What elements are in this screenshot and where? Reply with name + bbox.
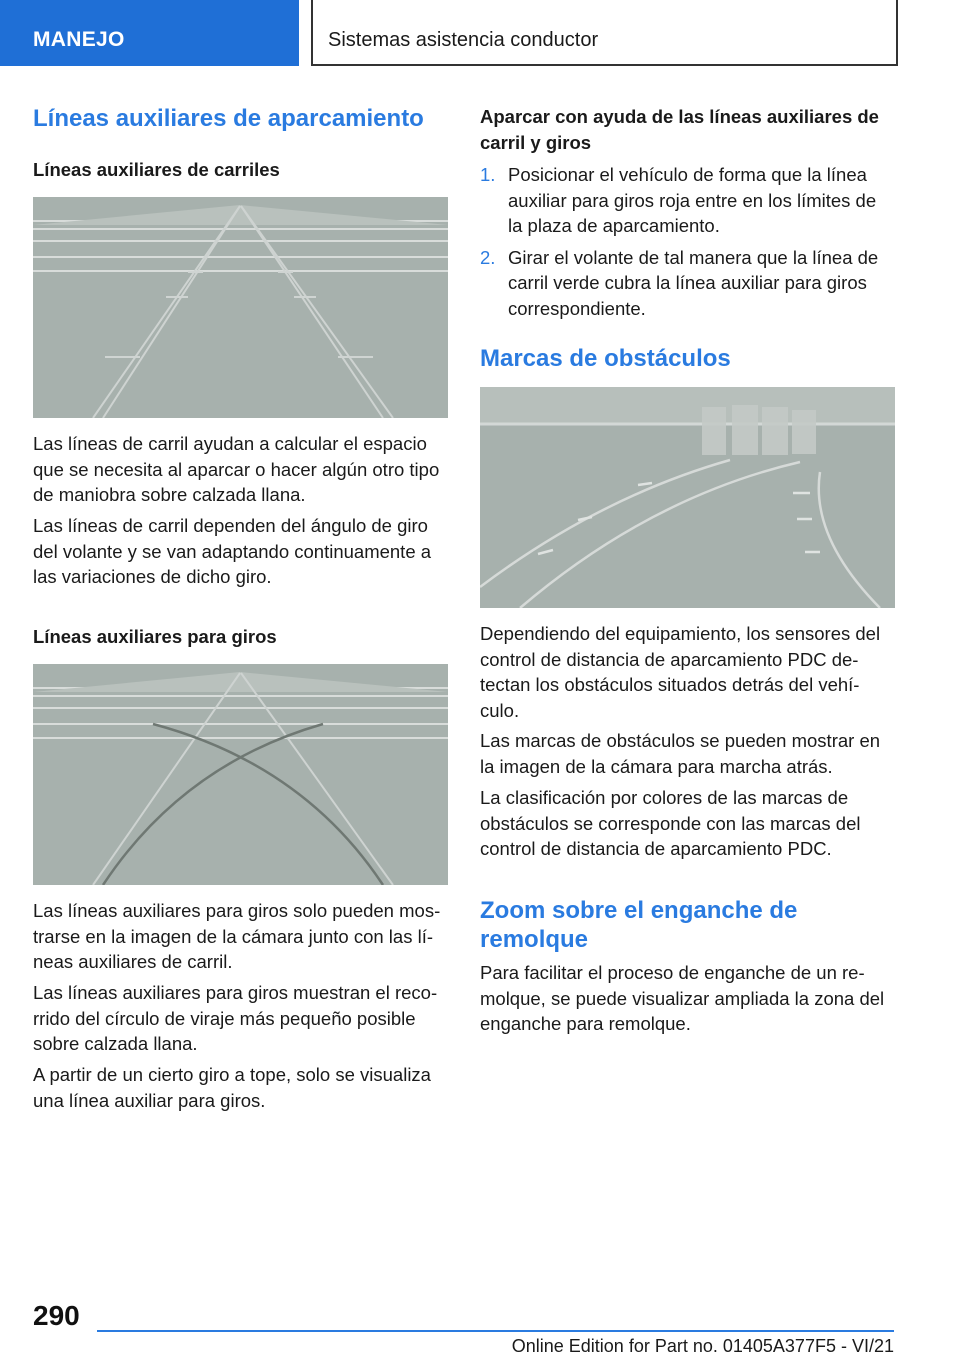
paragraph: Las marcas de obstáculos se pueden mostrar en la imagen de la cámara para marcha atrás. [480,730,881,777]
step-text: Girar el volante de tal manera que la línea de carril verde cubra la línea auxiliar para giros correspondiente. [508,246,879,319]
section-title-obstacle-marks: Marcas de obstáculos [480,345,731,372]
steps-list [480,162,894,321]
page-number: 290 [33,1300,80,1331]
step-number: 2. [480,246,496,268]
paragraph: Para facilitar el proceso de enganche de un re-molque, se puede visualizar ampliada la zona del enganche para remolque. [480,962,885,1034]
paragraph: Dependiendo del equipamiento, los sensores del control de distancia de aparcamiento PDC de-tectan los obstáculos situados detrás del vehí-culo. [480,623,881,721]
chapter-label: Sistemas asistencia conductor [328,29,599,51]
step-text: Posicionar el vehículo de forma que la línea auxiliar para giros roja entre en los límites de la plaza de aparcamiento. [508,164,877,236]
step-item [480,162,894,239]
step-item [480,245,894,322]
section-tab [0,0,299,66]
paragraph: A partir de un cierto giro a tope, solo se visualiza una línea auxiliar para giros. [33,1064,431,1111]
section-label: MANEJO [33,28,125,51]
footer-divider [97,1330,894,1332]
paragraph: La clasificación por colores de las marcas de obstáculos se corresponde con las marcas del control de distancia de aparcamiento PDC. [480,787,861,859]
section-title-parking-lines: Líneas auxiliares de aparcamiento [33,105,424,132]
subtitle-lane-lines: Líneas auxiliares de carriles [33,159,280,180]
chapter-tab [311,0,898,66]
subtitle-park-with-lines: Aparcar con ayuda de las líneas auxiliares de carril y giros [480,106,879,153]
paragraph: Las líneas de carril dependen del ángulo de giro del volante y se van adaptando continuamente a las variaciones de dicho giro. [33,515,432,587]
paragraph: Las líneas de carril ayudan a calcular el espacio que se necesita al aparcar o hacer algún otro tipo de maniobra sobre calzada llana. [33,433,440,505]
turn-lines-figure [33,664,448,885]
step-number: 1. [480,164,496,185]
lane-lines-figure [33,197,448,418]
obstacle-marks-figure [480,387,895,608]
paragraph: Las líneas auxiliares para giros muestran el reco-rrido del círculo de viraje más pequeño posible sobre calzada llana. [33,982,438,1054]
subtitle-turn-lines: Líneas auxiliares para giros [33,626,277,647]
edition-label: Online Edition for Part no. 01405A377F5 - VI/21 [511,1336,894,1356]
paragraph: Las líneas auxiliares para giros solo pueden mos-trarse en la imagen de la cámara junto con las lí-neas auxiliares de carril. [33,900,441,972]
section-title-hitch-zoom: Zoom sobre el enganche de remolque [480,897,798,953]
